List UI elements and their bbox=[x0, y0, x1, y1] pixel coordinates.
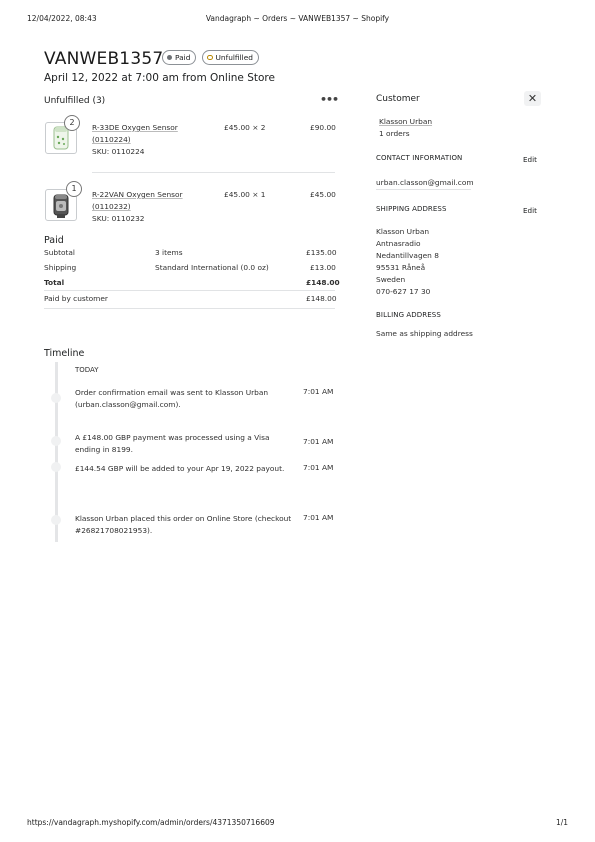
timeline-dot-icon bbox=[51, 436, 61, 446]
print-date: 12/04/2022, 08:43 bbox=[27, 14, 97, 23]
shipping-label: Shipping bbox=[44, 263, 77, 272]
more-actions-icon[interactable]: ••• bbox=[319, 92, 339, 106]
order-title: VANWEB1357 bbox=[44, 49, 164, 69]
product-sku: SKU: 0110224 bbox=[92, 147, 145, 156]
timeline-event-time: 7:01 AM bbox=[303, 513, 334, 522]
timeline-dot-icon bbox=[51, 515, 61, 525]
billing-address-text: Same as shipping address bbox=[376, 329, 473, 338]
total-divider bbox=[44, 290, 335, 291]
unfulfilled-dot-icon bbox=[207, 55, 213, 61]
contact-information-heading: CONTACT INFORMATION bbox=[376, 154, 463, 162]
customer-heading: Customer bbox=[376, 94, 420, 104]
shipping-address-heading: SHIPPING ADDRESS bbox=[376, 205, 447, 213]
edit-shipping-button[interactable]: Edit bbox=[523, 206, 537, 215]
timeline-dot-icon bbox=[51, 462, 61, 472]
timeline-heading: Timeline bbox=[44, 348, 85, 359]
timeline-event-time: 7:01 AM bbox=[303, 437, 334, 446]
billing-address-heading: BILLING ADDRESS bbox=[376, 311, 441, 319]
print-footer-url: https://vandagraph.myshopify.com/admin/orders/4371350716609 bbox=[27, 818, 275, 827]
shipping-address-line: Klasson Urban bbox=[376, 227, 430, 236]
print-page-number: 1/1 bbox=[556, 818, 569, 827]
fulfillment-status-badge bbox=[202, 50, 259, 65]
total-label: Total bbox=[44, 278, 65, 287]
shipping-address-line: Nedantillvagen 8 bbox=[376, 251, 439, 260]
fulfillment-status-label: Unfulfilled bbox=[215, 53, 253, 62]
shipping-detail: Standard International (0.0 oz) bbox=[155, 263, 269, 272]
customer-email[interactable]: urban.classon@gmail.com bbox=[376, 178, 474, 187]
payment-status-badge bbox=[162, 50, 196, 65]
close-icon[interactable]: ✕ bbox=[524, 91, 541, 106]
unit-price: £45.00 × 1 bbox=[224, 190, 266, 199]
customer-orders-count: 1 orders bbox=[379, 129, 410, 138]
email-underline bbox=[376, 189, 471, 190]
paid-heading: Paid bbox=[44, 235, 64, 246]
product-sku: SKU: 0110232 bbox=[92, 214, 145, 223]
product-link[interactable]: R-33DE Oxygen Sensor bbox=[92, 123, 178, 132]
shipping-value: £13.00 bbox=[310, 263, 336, 272]
line-total: £90.00 bbox=[310, 123, 336, 132]
quantity-badge: 1 bbox=[66, 181, 82, 197]
subtotal-label: Subtotal bbox=[44, 248, 75, 257]
unfulfilled-heading: Unfulfilled (3) bbox=[44, 96, 106, 106]
order-subtitle: April 12, 2022 at 7:00 am from Online Store bbox=[44, 72, 275, 84]
timeline-event-text: Order confirmation email was sent to Klasson Urban (urban.classon@gmail.com). bbox=[75, 388, 269, 409]
product-link-code[interactable]: (0110232) bbox=[92, 202, 131, 211]
shipping-address-line: 95531 Råneå bbox=[376, 263, 426, 272]
print-page-title: Vandagraph ~ Orders ~ VANWEB1357 ~ Shopify bbox=[205, 14, 390, 23]
timeline-event-text: Klasson Urban placed this order on Online Store (checkout #26821708021953). bbox=[75, 514, 292, 535]
paid-by-customer-label: Paid by customer bbox=[44, 294, 108, 303]
product-link[interactable]: R-22VAN Oxygen Sensor bbox=[92, 190, 183, 199]
timeline-event-time: 7:01 AM bbox=[303, 463, 334, 472]
timeline-day-label: TODAY bbox=[75, 366, 99, 374]
quantity-badge: 2 bbox=[64, 115, 80, 131]
product-link-code[interactable]: (0110224) bbox=[92, 135, 131, 144]
paid-by-customer-value: £148.00 bbox=[306, 294, 337, 303]
subtotal-detail: 3 items bbox=[155, 248, 183, 257]
shipping-address-line: Sweden bbox=[376, 275, 406, 284]
timeline-event-text: £144.54 GBP will be added to your Apr 19, 2022 payout. bbox=[75, 464, 285, 473]
unit-price: £45.00 × 2 bbox=[224, 123, 266, 132]
shipping-phone: 070-627 17 30 bbox=[376, 287, 431, 296]
customer-name-link[interactable]: Klasson Urban bbox=[379, 117, 433, 126]
edit-contact-button[interactable]: Edit bbox=[523, 155, 537, 164]
subtotal-value: £135.00 bbox=[306, 248, 337, 257]
timeline-event-text[interactable]: A £148.00 GBP payment was processed using a Visa ending in 8199. bbox=[75, 433, 270, 454]
timeline-dot-icon bbox=[51, 393, 61, 403]
total-value: £148.00 bbox=[306, 278, 340, 287]
item-divider bbox=[92, 172, 335, 173]
line-total: £45.00 bbox=[310, 190, 336, 199]
paid-dot-icon bbox=[167, 55, 172, 60]
payment-status-label: Paid bbox=[175, 53, 191, 62]
shipping-address-line: Antnasradio bbox=[376, 239, 421, 248]
paid-divider bbox=[44, 308, 335, 309]
timeline-event-time: 7:01 AM bbox=[303, 387, 334, 396]
